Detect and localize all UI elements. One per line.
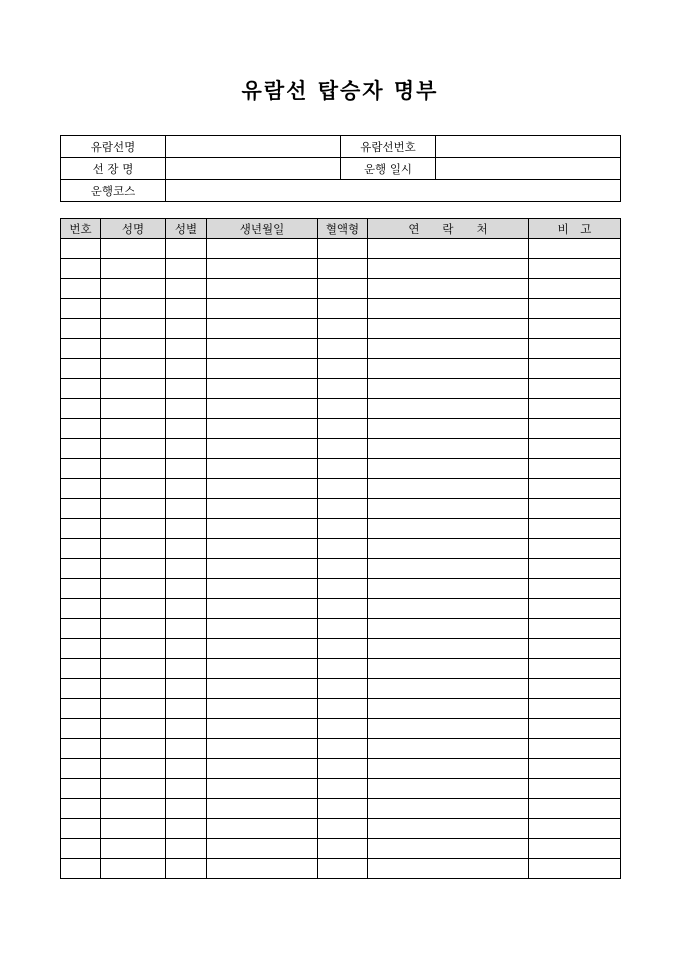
- table-row: [61, 779, 621, 799]
- remarks-cell[interactable]: [529, 619, 621, 639]
- column-header-name: 성명: [101, 219, 166, 239]
- contact-cell[interactable]: [368, 639, 529, 659]
- gender-cell[interactable]: [166, 579, 207, 599]
- contact-cell[interactable]: [368, 819, 529, 839]
- number-cell[interactable]: [61, 819, 101, 839]
- number-cell[interactable]: [61, 279, 101, 299]
- contact-cell[interactable]: [368, 619, 529, 639]
- contact-cell[interactable]: [368, 319, 529, 339]
- birthdate-cell[interactable]: [207, 519, 318, 539]
- birthdate-cell[interactable]: [207, 319, 318, 339]
- gender-cell[interactable]: [166, 279, 207, 299]
- gender-cell[interactable]: [166, 359, 207, 379]
- table-row: [61, 619, 621, 639]
- contact-cell[interactable]: [368, 759, 529, 779]
- remarks-cell[interactable]: [529, 759, 621, 779]
- blood-type-cell[interactable]: [318, 799, 368, 819]
- name-cell[interactable]: [101, 699, 166, 719]
- number-cell[interactable]: [61, 699, 101, 719]
- birthdate-cell[interactable]: [207, 539, 318, 559]
- birthdate-cell[interactable]: [207, 339, 318, 359]
- birthdate-cell[interactable]: [207, 419, 318, 439]
- number-cell[interactable]: [61, 579, 101, 599]
- birthdate-cell[interactable]: [207, 739, 318, 759]
- gender-cell[interactable]: [166, 399, 207, 419]
- table-row: [61, 239, 621, 259]
- table-row: [61, 519, 621, 539]
- boat-number-field[interactable]: [436, 136, 621, 158]
- gender-cell[interactable]: [166, 239, 207, 259]
- remarks-cell[interactable]: [529, 779, 621, 799]
- birthdate-cell[interactable]: [207, 379, 318, 399]
- blood-type-cell[interactable]: [318, 739, 368, 759]
- gender-cell[interactable]: [166, 799, 207, 819]
- column-header-gender: 성별: [166, 219, 207, 239]
- gender-cell[interactable]: [166, 779, 207, 799]
- boat-name-field[interactable]: [166, 136, 341, 158]
- table-row: [61, 599, 621, 619]
- blood-type-cell[interactable]: [318, 679, 368, 699]
- number-cell[interactable]: [61, 479, 101, 499]
- blood-type-cell[interactable]: [318, 559, 368, 579]
- gender-cell[interactable]: [166, 819, 207, 839]
- name-cell[interactable]: [101, 259, 166, 279]
- name-cell[interactable]: [101, 799, 166, 819]
- gender-cell[interactable]: [166, 619, 207, 639]
- name-cell[interactable]: [101, 559, 166, 579]
- blood-type-cell[interactable]: [318, 439, 368, 459]
- number-cell[interactable]: [61, 399, 101, 419]
- table-row: [61, 259, 621, 279]
- birthdate-cell[interactable]: [207, 699, 318, 719]
- remarks-cell[interactable]: [529, 819, 621, 839]
- operation-datetime-field[interactable]: [436, 158, 621, 180]
- number-cell[interactable]: [61, 319, 101, 339]
- gender-cell[interactable]: [166, 639, 207, 659]
- gender-cell[interactable]: [166, 299, 207, 319]
- number-cell[interactable]: [61, 379, 101, 399]
- number-cell[interactable]: [61, 659, 101, 679]
- birthdate-cell[interactable]: [207, 639, 318, 659]
- birthdate-cell[interactable]: [207, 719, 318, 739]
- number-cell[interactable]: [61, 859, 101, 879]
- birthdate-cell[interactable]: [207, 279, 318, 299]
- number-cell[interactable]: [61, 519, 101, 539]
- blood-type-cell[interactable]: [318, 499, 368, 519]
- name-cell[interactable]: [101, 739, 166, 759]
- number-cell[interactable]: [61, 499, 101, 519]
- contact-cell[interactable]: [368, 399, 529, 419]
- birthdate-cell[interactable]: [207, 679, 318, 699]
- info-row-captain: [61, 158, 621, 180]
- gender-cell[interactable]: [166, 739, 207, 759]
- remarks-cell[interactable]: [529, 579, 621, 599]
- contact-cell[interactable]: [368, 859, 529, 879]
- remarks-cell[interactable]: [529, 499, 621, 519]
- name-cell[interactable]: [101, 759, 166, 779]
- contact-cell[interactable]: [368, 719, 529, 739]
- table-row: [61, 859, 621, 879]
- column-header-contact: 연 락 처: [368, 219, 529, 239]
- contact-cell[interactable]: [368, 539, 529, 559]
- birthdate-cell[interactable]: [207, 819, 318, 839]
- table-row: [61, 799, 621, 819]
- name-cell[interactable]: [101, 399, 166, 419]
- remarks-cell[interactable]: [529, 339, 621, 359]
- table-row: [61, 279, 621, 299]
- contact-cell[interactable]: [368, 259, 529, 279]
- blood-type-cell[interactable]: [318, 639, 368, 659]
- number-cell[interactable]: [61, 839, 101, 859]
- blood-type-cell[interactable]: [318, 819, 368, 839]
- birthdate-cell[interactable]: [207, 599, 318, 619]
- contact-cell[interactable]: [368, 359, 529, 379]
- blood-type-cell[interactable]: [318, 339, 368, 359]
- contact-cell[interactable]: [368, 379, 529, 399]
- contact-cell[interactable]: [368, 479, 529, 499]
- gender-cell[interactable]: [166, 559, 207, 579]
- birthdate-cell[interactable]: [207, 359, 318, 379]
- birthdate-cell[interactable]: [207, 759, 318, 779]
- number-cell[interactable]: [61, 539, 101, 559]
- name-cell[interactable]: [101, 319, 166, 339]
- remarks-cell[interactable]: [529, 559, 621, 579]
- remarks-cell[interactable]: [529, 639, 621, 659]
- table-row: [61, 379, 621, 399]
- name-cell[interactable]: [101, 859, 166, 879]
- table-row: [61, 679, 621, 699]
- table-row: [61, 739, 621, 759]
- column-header-blood-type: 혈액형: [318, 219, 368, 239]
- birthdate-cell[interactable]: [207, 779, 318, 799]
- contact-cell[interactable]: [368, 559, 529, 579]
- table-row: [61, 499, 621, 519]
- birthdate-cell[interactable]: [207, 259, 318, 279]
- number-cell[interactable]: [61, 239, 101, 259]
- captain-label: 선 장 명: [61, 158, 166, 180]
- blood-type-cell[interactable]: [318, 479, 368, 499]
- name-cell[interactable]: [101, 819, 166, 839]
- birthdate-cell[interactable]: [207, 559, 318, 579]
- table-row: [61, 319, 621, 339]
- document-title: 유람선 탑승자 명부: [241, 78, 439, 103]
- table-row: [61, 339, 621, 359]
- blood-type-cell[interactable]: [318, 419, 368, 439]
- contact-cell[interactable]: [368, 599, 529, 619]
- table-row: [61, 639, 621, 659]
- contact-cell[interactable]: [368, 419, 529, 439]
- number-cell[interactable]: [61, 439, 101, 459]
- blood-type-cell[interactable]: [318, 859, 368, 879]
- name-cell[interactable]: [101, 419, 166, 439]
- table-row: [61, 439, 621, 459]
- remarks-cell[interactable]: [529, 519, 621, 539]
- gender-cell[interactable]: [166, 699, 207, 719]
- name-cell[interactable]: [101, 479, 166, 499]
- number-cell[interactable]: [61, 339, 101, 359]
- remarks-cell[interactable]: [529, 859, 621, 879]
- contact-cell[interactable]: [368, 779, 529, 799]
- gender-cell[interactable]: [166, 319, 207, 339]
- blood-type-cell[interactable]: [318, 579, 368, 599]
- name-cell[interactable]: [101, 659, 166, 679]
- contact-cell[interactable]: [368, 299, 529, 319]
- gender-cell[interactable]: [166, 419, 207, 439]
- table-row: [61, 539, 621, 559]
- blood-type-cell[interactable]: [318, 299, 368, 319]
- name-cell[interactable]: [101, 679, 166, 699]
- name-cell[interactable]: [101, 779, 166, 799]
- number-cell[interactable]: [61, 419, 101, 439]
- column-header-birthdate: 생년월일: [207, 219, 318, 239]
- birthdate-cell[interactable]: [207, 479, 318, 499]
- number-cell[interactable]: [61, 679, 101, 699]
- number-cell[interactable]: [61, 359, 101, 379]
- name-cell[interactable]: [101, 539, 166, 559]
- gender-cell[interactable]: [166, 599, 207, 619]
- remarks-cell[interactable]: [529, 719, 621, 739]
- gender-cell[interactable]: [166, 259, 207, 279]
- birthdate-cell[interactable]: [207, 799, 318, 819]
- birthdate-cell[interactable]: [207, 299, 318, 319]
- blood-type-cell[interactable]: [318, 239, 368, 259]
- name-cell[interactable]: [101, 619, 166, 639]
- blood-type-cell[interactable]: [318, 319, 368, 339]
- gender-cell[interactable]: [166, 759, 207, 779]
- remarks-cell[interactable]: [529, 359, 621, 379]
- name-cell[interactable]: [101, 499, 166, 519]
- blood-type-cell[interactable]: [318, 839, 368, 859]
- birthdate-cell[interactable]: [207, 619, 318, 639]
- operation-datetime-label: 운행 일시: [341, 158, 436, 180]
- contact-cell[interactable]: [368, 239, 529, 259]
- blood-type-cell[interactable]: [318, 519, 368, 539]
- birthdate-cell[interactable]: [207, 239, 318, 259]
- remarks-cell[interactable]: [529, 399, 621, 419]
- number-cell[interactable]: [61, 639, 101, 659]
- number-cell[interactable]: [61, 599, 101, 619]
- blood-type-cell[interactable]: [318, 279, 368, 299]
- name-cell[interactable]: [101, 359, 166, 379]
- name-cell[interactable]: [101, 599, 166, 619]
- birthdate-cell[interactable]: [207, 399, 318, 419]
- remarks-cell[interactable]: [529, 699, 621, 719]
- boat-info-table: [60, 135, 621, 202]
- number-cell[interactable]: [61, 259, 101, 279]
- name-cell[interactable]: [101, 719, 166, 739]
- table-row: [61, 399, 621, 419]
- contact-cell[interactable]: [368, 679, 529, 699]
- column-header-number: 번호: [61, 219, 101, 239]
- number-cell[interactable]: [61, 559, 101, 579]
- name-cell[interactable]: [101, 299, 166, 319]
- blood-type-cell[interactable]: [318, 779, 368, 799]
- remarks-cell[interactable]: [529, 319, 621, 339]
- name-cell[interactable]: [101, 379, 166, 399]
- birthdate-cell[interactable]: [207, 579, 318, 599]
- table-row: [61, 579, 621, 599]
- blood-type-cell[interactable]: [318, 659, 368, 679]
- table-row: [61, 479, 621, 499]
- course-label: 운행코스: [61, 180, 166, 202]
- blood-type-cell[interactable]: [318, 599, 368, 619]
- contact-cell[interactable]: [368, 799, 529, 819]
- contact-cell[interactable]: [368, 279, 529, 299]
- number-cell[interactable]: [61, 619, 101, 639]
- remarks-cell[interactable]: [529, 439, 621, 459]
- captain-field[interactable]: [166, 158, 341, 180]
- blood-type-cell[interactable]: [318, 459, 368, 479]
- remarks-cell[interactable]: [529, 739, 621, 759]
- table-row: [61, 419, 621, 439]
- contact-cell[interactable]: [368, 659, 529, 679]
- gender-cell[interactable]: [166, 479, 207, 499]
- gender-cell[interactable]: [166, 379, 207, 399]
- gender-cell[interactable]: [166, 719, 207, 739]
- gender-cell[interactable]: [166, 519, 207, 539]
- boat-number-label: 유람선번호: [341, 136, 436, 158]
- contact-cell[interactable]: [368, 739, 529, 759]
- gender-cell[interactable]: [166, 459, 207, 479]
- remarks-cell[interactable]: [529, 379, 621, 399]
- gender-cell[interactable]: [166, 659, 207, 679]
- course-field[interactable]: [166, 180, 621, 202]
- remarks-cell[interactable]: [529, 419, 621, 439]
- blood-type-cell[interactable]: [318, 719, 368, 739]
- remarks-cell[interactable]: [529, 799, 621, 819]
- blood-type-cell[interactable]: [318, 539, 368, 559]
- name-cell[interactable]: [101, 519, 166, 539]
- remarks-cell[interactable]: [529, 479, 621, 499]
- table-row: [61, 719, 621, 739]
- blood-type-cell[interactable]: [318, 699, 368, 719]
- contact-cell[interactable]: [368, 839, 529, 859]
- birthdate-cell[interactable]: [207, 659, 318, 679]
- gender-cell[interactable]: [166, 839, 207, 859]
- number-cell[interactable]: [61, 459, 101, 479]
- birthdate-cell[interactable]: [207, 859, 318, 879]
- remarks-cell[interactable]: [529, 459, 621, 479]
- remarks-cell[interactable]: [529, 239, 621, 259]
- birthdate-cell[interactable]: [207, 459, 318, 479]
- table-row: [61, 699, 621, 719]
- table-row: [61, 559, 621, 579]
- contact-cell[interactable]: [368, 579, 529, 599]
- roster-header-row: [61, 219, 621, 239]
- remarks-cell[interactable]: [529, 839, 621, 859]
- number-cell[interactable]: [61, 739, 101, 759]
- name-cell[interactable]: [101, 239, 166, 259]
- name-cell[interactable]: [101, 339, 166, 359]
- remarks-cell[interactable]: [529, 279, 621, 299]
- table-row: [61, 759, 621, 779]
- name-cell[interactable]: [101, 279, 166, 299]
- info-row-course: [61, 180, 621, 202]
- name-cell[interactable]: [101, 459, 166, 479]
- gender-cell[interactable]: [166, 439, 207, 459]
- name-cell[interactable]: [101, 579, 166, 599]
- gender-cell[interactable]: [166, 539, 207, 559]
- roster-body: [61, 239, 621, 879]
- remarks-cell[interactable]: [529, 599, 621, 619]
- blood-type-cell[interactable]: [318, 619, 368, 639]
- contact-cell[interactable]: [368, 699, 529, 719]
- table-row: [61, 819, 621, 839]
- blood-type-cell[interactable]: [318, 399, 368, 419]
- blood-type-cell[interactable]: [318, 379, 368, 399]
- remarks-cell[interactable]: [529, 299, 621, 319]
- remarks-cell[interactable]: [529, 539, 621, 559]
- contact-cell[interactable]: [368, 499, 529, 519]
- number-cell[interactable]: [61, 779, 101, 799]
- remarks-cell[interactable]: [529, 679, 621, 699]
- blood-type-cell[interactable]: [318, 759, 368, 779]
- contact-cell[interactable]: [368, 339, 529, 359]
- boat-name-label: 유람선명: [61, 136, 166, 158]
- name-cell[interactable]: [101, 839, 166, 859]
- gender-cell[interactable]: [166, 499, 207, 519]
- table-row: [61, 299, 621, 319]
- passenger-roster-table: [60, 218, 621, 879]
- remarks-cell[interactable]: [529, 259, 621, 279]
- blood-type-cell[interactable]: [318, 259, 368, 279]
- name-cell[interactable]: [101, 439, 166, 459]
- name-cell[interactable]: [101, 639, 166, 659]
- info-row-boat: [61, 136, 621, 158]
- birthdate-cell[interactable]: [207, 499, 318, 519]
- contact-cell[interactable]: [368, 519, 529, 539]
- table-row: [61, 359, 621, 379]
- gender-cell[interactable]: [166, 679, 207, 699]
- birthdate-cell[interactable]: [207, 439, 318, 459]
- birthdate-cell[interactable]: [207, 839, 318, 859]
- gender-cell[interactable]: [166, 339, 207, 359]
- column-header-remarks: 비 고: [529, 219, 621, 239]
- blood-type-cell[interactable]: [318, 359, 368, 379]
- table-row: [61, 839, 621, 859]
- number-cell[interactable]: [61, 759, 101, 779]
- contact-cell[interactable]: [368, 439, 529, 459]
- remarks-cell[interactable]: [529, 659, 621, 679]
- table-row: [61, 459, 621, 479]
- gender-cell[interactable]: [166, 859, 207, 879]
- contact-cell[interactable]: [368, 459, 529, 479]
- number-cell[interactable]: [61, 799, 101, 819]
- number-cell[interactable]: [61, 719, 101, 739]
- number-cell[interactable]: [61, 299, 101, 319]
- table-row: [61, 659, 621, 679]
